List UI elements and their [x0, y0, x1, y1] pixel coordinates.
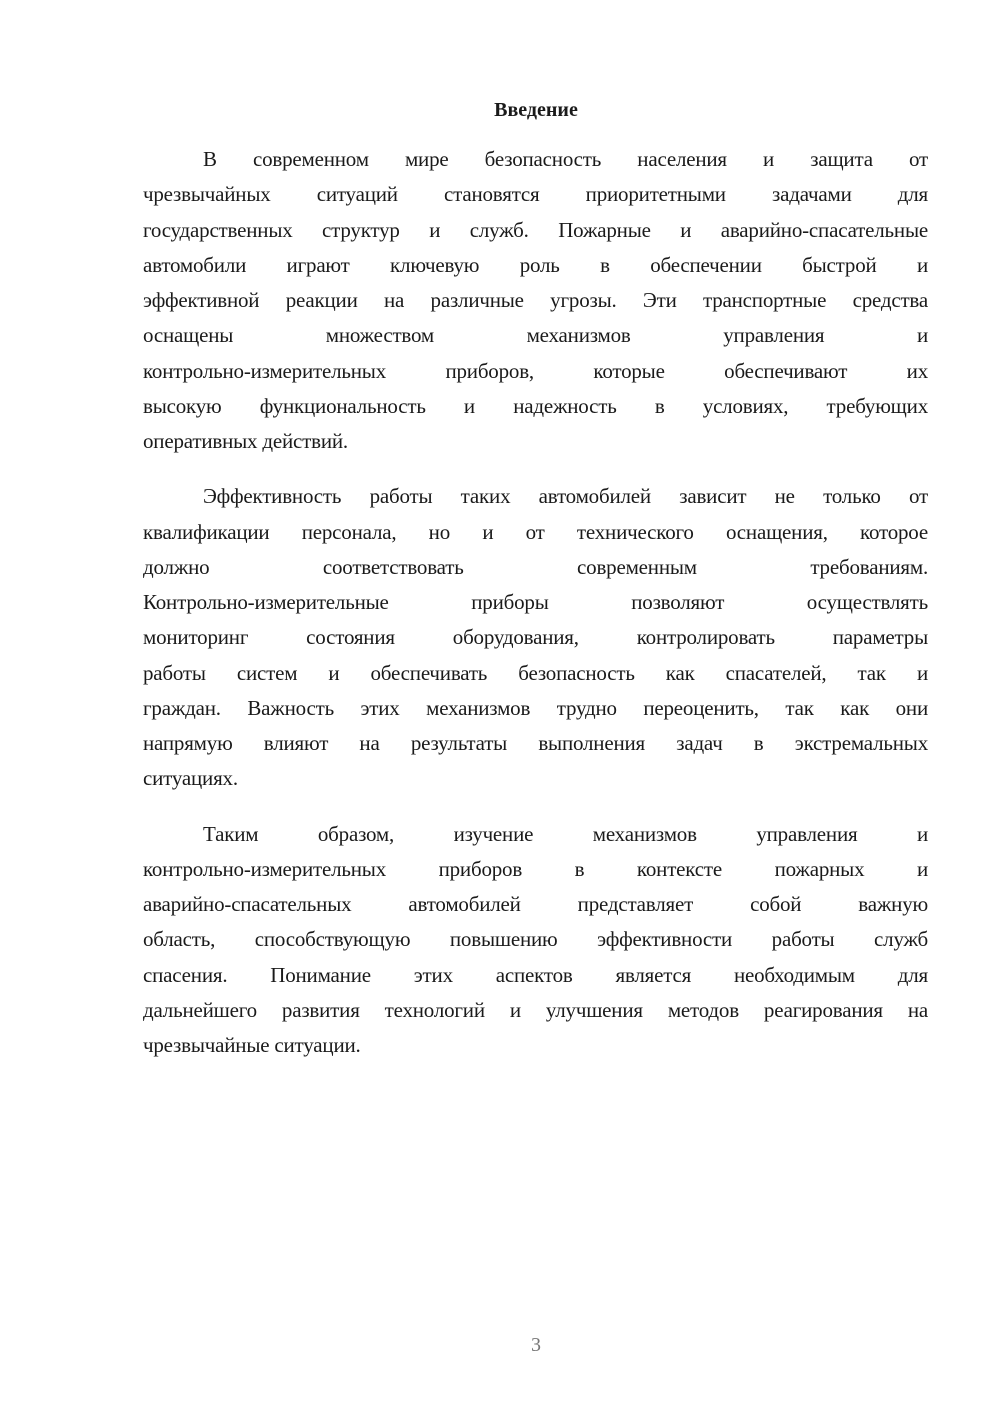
section-title: Введение [494, 99, 578, 121]
paragraph [143, 479, 928, 796]
paragraph [143, 817, 928, 1064]
text-line: оснащены множеством механизмов управления и [143, 323, 928, 348]
text-line: контрольно-измерительных приборов в контексте пожарных и [143, 856, 928, 881]
text-line: В современном мире безопасность населения и защита от [203, 147, 928, 171]
text-line: аварийно-спасательных автомобилей представляет собой важную [143, 892, 928, 916]
text-line: дальнейшего развития технологий и улучшения методов реагирования на [143, 997, 928, 1022]
text-line: работы систем и обеспечивать безопасность как спасателей, так и [143, 660, 928, 685]
text-line: мониторинг состояния оборудования, контролировать параметры [143, 625, 928, 650]
text-line: чрезвычайных ситуаций становятся приоритетными задачами для [143, 182, 928, 207]
text-line: граждан. Важность этих механизмов трудно переоценить, так как они [143, 695, 928, 720]
text-line: квалификации персонала, но и от технического оснащения, которое [143, 519, 928, 544]
text-line: оперативных действий. [143, 429, 348, 453]
text-line: чрезвычайные ситуации. [143, 1033, 361, 1057]
text-line: Таким образом, изучение механизмов управления и [203, 821, 928, 846]
text-line: напрямую влияют на результаты выполнения задач в экстремальных [143, 731, 928, 755]
text-line: Эффективность работы таких автомобилей зависит не только от [203, 484, 928, 509]
text-line: контрольно-измерительных приборов, которые обеспечивают их [143, 358, 928, 383]
text-line: автомобили играют ключевую роль в обеспечении быстрой и [143, 252, 928, 277]
document-body [143, 142, 928, 1083]
text-line: должно соответствовать современным требованиям. [143, 554, 928, 579]
text-line: высокую функциональность и надежность в условиях, требующих [143, 393, 928, 418]
text-line: эффективной реакции на различные угрозы. Эти транспортные средства [143, 288, 928, 312]
text-line: Контрольно-измерительные приборы позволяют осуществлять [143, 590, 928, 614]
text-line: государственных структур и служб. Пожарные и аварийно-спасательные [143, 217, 928, 242]
page-number: 3 [531, 1334, 541, 1356]
text-line: спасения. Понимание этих аспектов является необходимым для [143, 962, 928, 987]
paragraph [143, 142, 928, 459]
text-line: область, способствующую повышению эффективности работы служб [143, 927, 928, 952]
text-line: ситуациях. [143, 766, 238, 791]
